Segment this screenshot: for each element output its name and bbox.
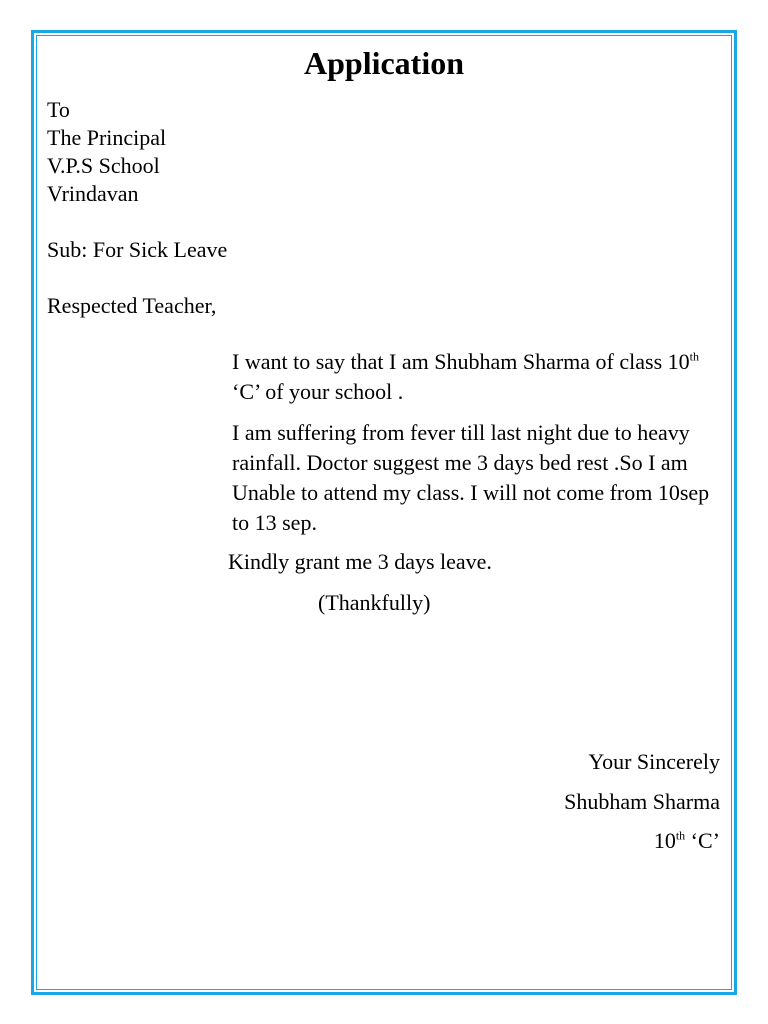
signature-name: Shubham Sharma xyxy=(564,789,720,814)
ordinal-superscript: th xyxy=(689,349,699,364)
closing-line: Your Sincerely xyxy=(588,749,720,774)
signature-class-number: 10 xyxy=(653,828,676,853)
paragraph-introduction-text: I want to say that I am Shubham Sharma of class 10 xyxy=(232,349,690,374)
page-title: Application xyxy=(303,45,465,81)
address-line-school: V.P.S School xyxy=(47,153,160,178)
address-line-city: Vrindavan xyxy=(47,181,139,206)
subject-line: Sub: For Sick Leave xyxy=(47,237,228,262)
signature-class-section: ‘C’ xyxy=(685,828,720,853)
paragraph-introduction-tail: ‘C’ of your school . xyxy=(232,379,404,404)
signature-class-superscript: th xyxy=(675,828,686,843)
paragraph-reason: I am suffering from fever till last night due to heavy rainfall. Doctor suggest me 3 days bed rest .So I am Unable to attend my class. I will not come from 10sep to 13 sep. xyxy=(232,420,710,535)
salutation: Respected Teacher, xyxy=(47,293,217,318)
signature-class xyxy=(654,827,720,855)
leave-request: Kindly grant me 3 days leave. xyxy=(228,549,492,574)
paragraph-introduction xyxy=(232,347,712,407)
thanks-line: (Thankfully) xyxy=(318,590,431,615)
address-line-principal: The Principal xyxy=(47,125,167,150)
address-to: To xyxy=(47,97,70,122)
